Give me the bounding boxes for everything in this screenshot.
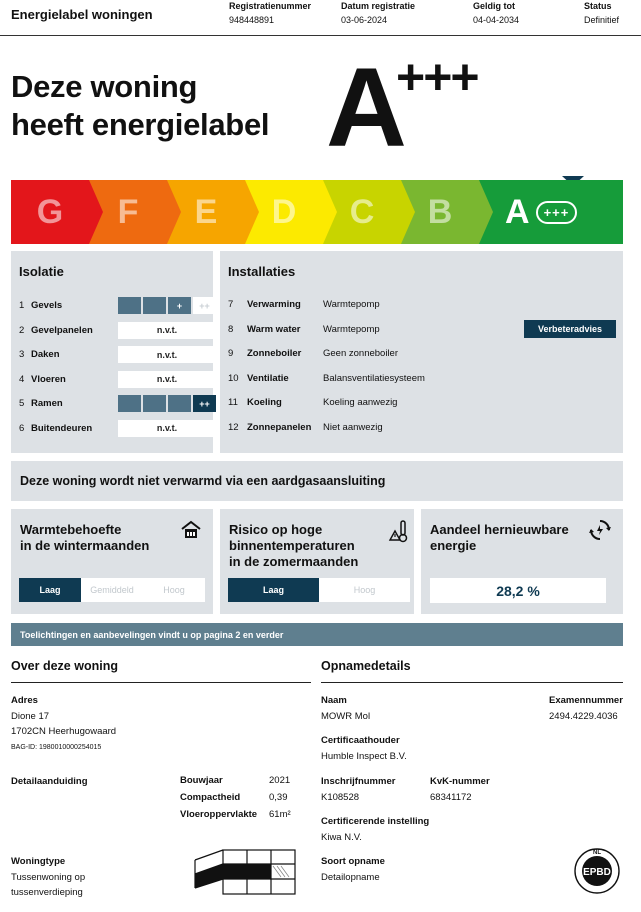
risico-option-laag: Laag — [228, 578, 319, 602]
risico-title: Risico op hoge binnentemperaturen in de zomermaanden — [229, 522, 359, 569]
soort-opname-value: Detailopname — [321, 872, 380, 883]
installatie-row-name: Warm water — [247, 323, 301, 335]
bouwjaar-value: 2021 — [269, 775, 291, 786]
opname-divider — [321, 682, 623, 683]
isolatie-row-number: 6 — [19, 422, 25, 434]
installatie-row-name: Ventilatie — [247, 372, 289, 384]
isolatie-row — [19, 420, 209, 437]
installatie-row — [228, 324, 528, 338]
woningtype-line-2: tussenverdieping — [11, 887, 83, 898]
installatie-row — [228, 422, 528, 436]
meta-registratienummer: Registratienummer 948448891 — [229, 1, 312, 25]
isolatie-level-cell — [118, 395, 141, 412]
certificaathouder-value: Humble Inspect B.V. — [321, 751, 407, 762]
installaties-panel — [220, 251, 623, 453]
detailaanduiding-label: Detailaanduiding — [11, 776, 88, 787]
scale-arrow-icon — [323, 180, 337, 244]
renewable-energy-icon — [588, 518, 612, 542]
installatie-row — [228, 373, 528, 387]
instelling-value: Kiwa N.V. — [321, 832, 362, 843]
hernieuwbaar-title: Aandeel hernieuwbare energie — [430, 522, 569, 553]
isolatie-row — [19, 322, 209, 339]
scale-letter-a: A — [505, 192, 530, 231]
isolatie-row-name: Vloeren — [31, 373, 66, 385]
installatie-row-number: 10 — [228, 372, 239, 384]
svg-text:NL: NL — [593, 850, 601, 856]
epbd-logo-icon — [573, 847, 621, 895]
scale-letter-f: F — [117, 192, 139, 231]
scale-segment-g — [11, 180, 89, 244]
certificaathouder-label: Certificaathouder — [321, 735, 400, 746]
naam-value: MOWR Mol — [321, 711, 371, 722]
examennummer-value: 2494.4229.4036 — [549, 711, 618, 722]
bouwjaar-label: Bouwjaar — [180, 775, 223, 786]
installatie-row — [228, 397, 528, 411]
isolatie-title: Isolatie — [19, 264, 64, 279]
inschrijfnummer-label: Inschrijfnummer — [321, 776, 396, 787]
scale-letter-c: C — [349, 192, 375, 231]
warmtebehoefte-title: Warmtebehoefte in de wintermaanden — [20, 522, 150, 553]
isolatie-row — [19, 371, 209, 388]
isolatie-row-number: 5 — [19, 398, 25, 409]
compactheid-label: Compactheid — [180, 792, 241, 803]
installatie-row-name: Koeling — [247, 397, 282, 408]
svg-text:EPBD: EPBD — [583, 867, 611, 878]
warmte-option-hoog: Hoog — [163, 585, 185, 595]
isolatie-level-cell — [118, 297, 141, 314]
warmte-option-laag: Laag — [19, 578, 81, 602]
scale-letter-d: D — [271, 192, 297, 231]
installatie-row-name: Zonnepanelen — [247, 421, 312, 433]
warmte-option-gemiddeld: Gemiddeld — [90, 585, 134, 595]
isolatie-row-name: Buitendeuren — [31, 422, 93, 434]
opname-section-title: Opnamedetails — [321, 659, 411, 673]
kvk-value: 68341172 — [430, 792, 472, 803]
installatie-row-number: 7 — [228, 299, 234, 310]
instelling-label: Certificerende instelling — [321, 816, 430, 827]
soort-opname-label: Soort opname — [321, 856, 385, 867]
scale-letter-g: G — [36, 192, 64, 231]
installatie-row-number: 9 — [228, 348, 234, 359]
isolatie-row-name: Ramen — [31, 398, 63, 409]
scale-arrow-icon — [479, 180, 493, 244]
meta-datum-registratie: Datum registratie 03-06-2024 — [341, 1, 416, 25]
hernieuwbaar-value: 28,2 % — [430, 578, 606, 603]
vloeroppervlakte-label: Vloeroppervlakte — [180, 809, 258, 820]
isolatie-nvt-value: n.v.t. — [118, 420, 216, 437]
isolatie-level-bar — [118, 395, 216, 412]
scale-letter-b: B — [427, 192, 453, 231]
installatie-row-value: Warmtepomp — [323, 299, 380, 310]
building-type-icon — [193, 846, 305, 898]
isolatie-level-cell: ++ — [193, 395, 216, 412]
adres-line-2: 1702CN Heerhugowaard — [11, 726, 117, 737]
installatie-row — [228, 299, 528, 313]
document-header — [0, 0, 641, 36]
energy-label-plus: +++ — [396, 49, 478, 105]
isolatie-level-cell — [143, 395, 166, 412]
installatie-row-value: Balansventilatiesysteem — [323, 372, 425, 384]
installatie-row-number: 12 — [228, 421, 239, 433]
isolatie-row — [19, 297, 209, 314]
naam-label: Naam — [321, 695, 347, 706]
scale-arrow-icon — [245, 180, 259, 244]
vloeroppervlakte-value: 61m² — [269, 809, 291, 820]
energy-scale — [11, 180, 623, 244]
isolatie-row-name: Daken — [31, 349, 60, 360]
meta-status: Status Definitief — [584, 1, 620, 25]
woning-divider — [11, 682, 311, 683]
installaties-title: Installaties — [228, 264, 296, 279]
headline-line-1: Deze woning — [11, 69, 198, 104]
isolatie-row-number: 2 — [19, 324, 25, 336]
gas-notice-text: Deze woning wordt niet verwarmd via een aardgasaansluiting — [20, 474, 386, 488]
isolatie-nvt-value: n.v.t. — [118, 322, 216, 339]
adres-line-1: Dione 17 — [11, 711, 50, 722]
isolatie-row-name: Gevelpanelen — [31, 324, 93, 336]
warmtebehoefte-scale — [19, 578, 205, 602]
isolatie-level-cell: + — [168, 297, 191, 314]
meta-geldig-tot: Geldig tot 04-04-2034 — [473, 1, 520, 25]
woningtype-label: Woningtype — [11, 856, 66, 867]
isolatie-row-number: 3 — [19, 349, 25, 360]
scale-letter-e: E — [194, 192, 218, 231]
thermometer-warning-icon — [388, 519, 410, 543]
examennummer-label: Examennummer — [549, 695, 623, 706]
installatie-row-name: Zonneboiler — [247, 348, 302, 359]
scale-segment-a — [479, 180, 623, 244]
headline — [11, 68, 269, 144]
woning-section-title: Over deze woning — [11, 659, 118, 673]
headline-line-2: heeft energielabel — [11, 107, 270, 142]
scale-arrow-icon — [89, 180, 103, 244]
isolatie-row-number: 1 — [19, 300, 25, 311]
scale-arrow-icon — [167, 180, 181, 244]
isolatie-nvt-value: n.v.t. — [118, 371, 216, 388]
isolatie-level-cell: ++ — [193, 297, 216, 314]
isolatie-row — [19, 395, 209, 412]
installatie-row-value: Niet aanwezig — [323, 421, 383, 433]
isolatie-panel — [11, 251, 213, 453]
installatie-row-number: 11 — [228, 397, 238, 408]
isolatie-level-cell — [143, 297, 166, 314]
compactheid-value: 0,39 — [269, 792, 288, 803]
installatie-row-value: Geen zonneboiler — [323, 348, 398, 359]
kvk-label: KvK-nummer — [430, 776, 490, 787]
installatie-row-value: Koeling aanwezig — [323, 397, 398, 408]
energy-label-letter: A — [326, 45, 405, 170]
risico-option-hoog: Hoog — [353, 585, 376, 595]
house-heating-icon — [180, 519, 202, 541]
isolatie-row-number: 4 — [19, 373, 25, 385]
installatie-row-name: Verwarming — [247, 299, 301, 310]
verbeteradvies-button[interactable]: Verbeteradvies — [524, 320, 616, 338]
toelichting-notice: Toelichtingen en aanbevelingen vindt u op pagina 2 en verder — [11, 623, 623, 646]
isolatie-level-bar — [118, 297, 216, 314]
woningtype-line-1: Tussenwoning op — [11, 872, 86, 883]
scale-arrow-icon — [401, 180, 415, 244]
installatie-row — [228, 348, 528, 362]
isolatie-level-cell — [168, 395, 191, 412]
scale-active-plus: +++ — [536, 201, 578, 224]
isolatie-nvt-value: n.v.t. — [118, 346, 216, 363]
isolatie-row-name: Gevels — [31, 300, 63, 311]
installatie-row-value: Warmtepomp — [323, 323, 380, 335]
risico-scale — [228, 578, 410, 602]
inschrijfnummer-value: K108528 — [321, 792, 360, 803]
bag-id: BAG-ID: 1980010000254015 — [11, 744, 102, 751]
installatie-row-number: 8 — [228, 323, 234, 335]
adres-label: Adres — [11, 695, 38, 706]
isolatie-row — [19, 346, 209, 363]
document-title: Energielabel woningen — [11, 7, 153, 22]
